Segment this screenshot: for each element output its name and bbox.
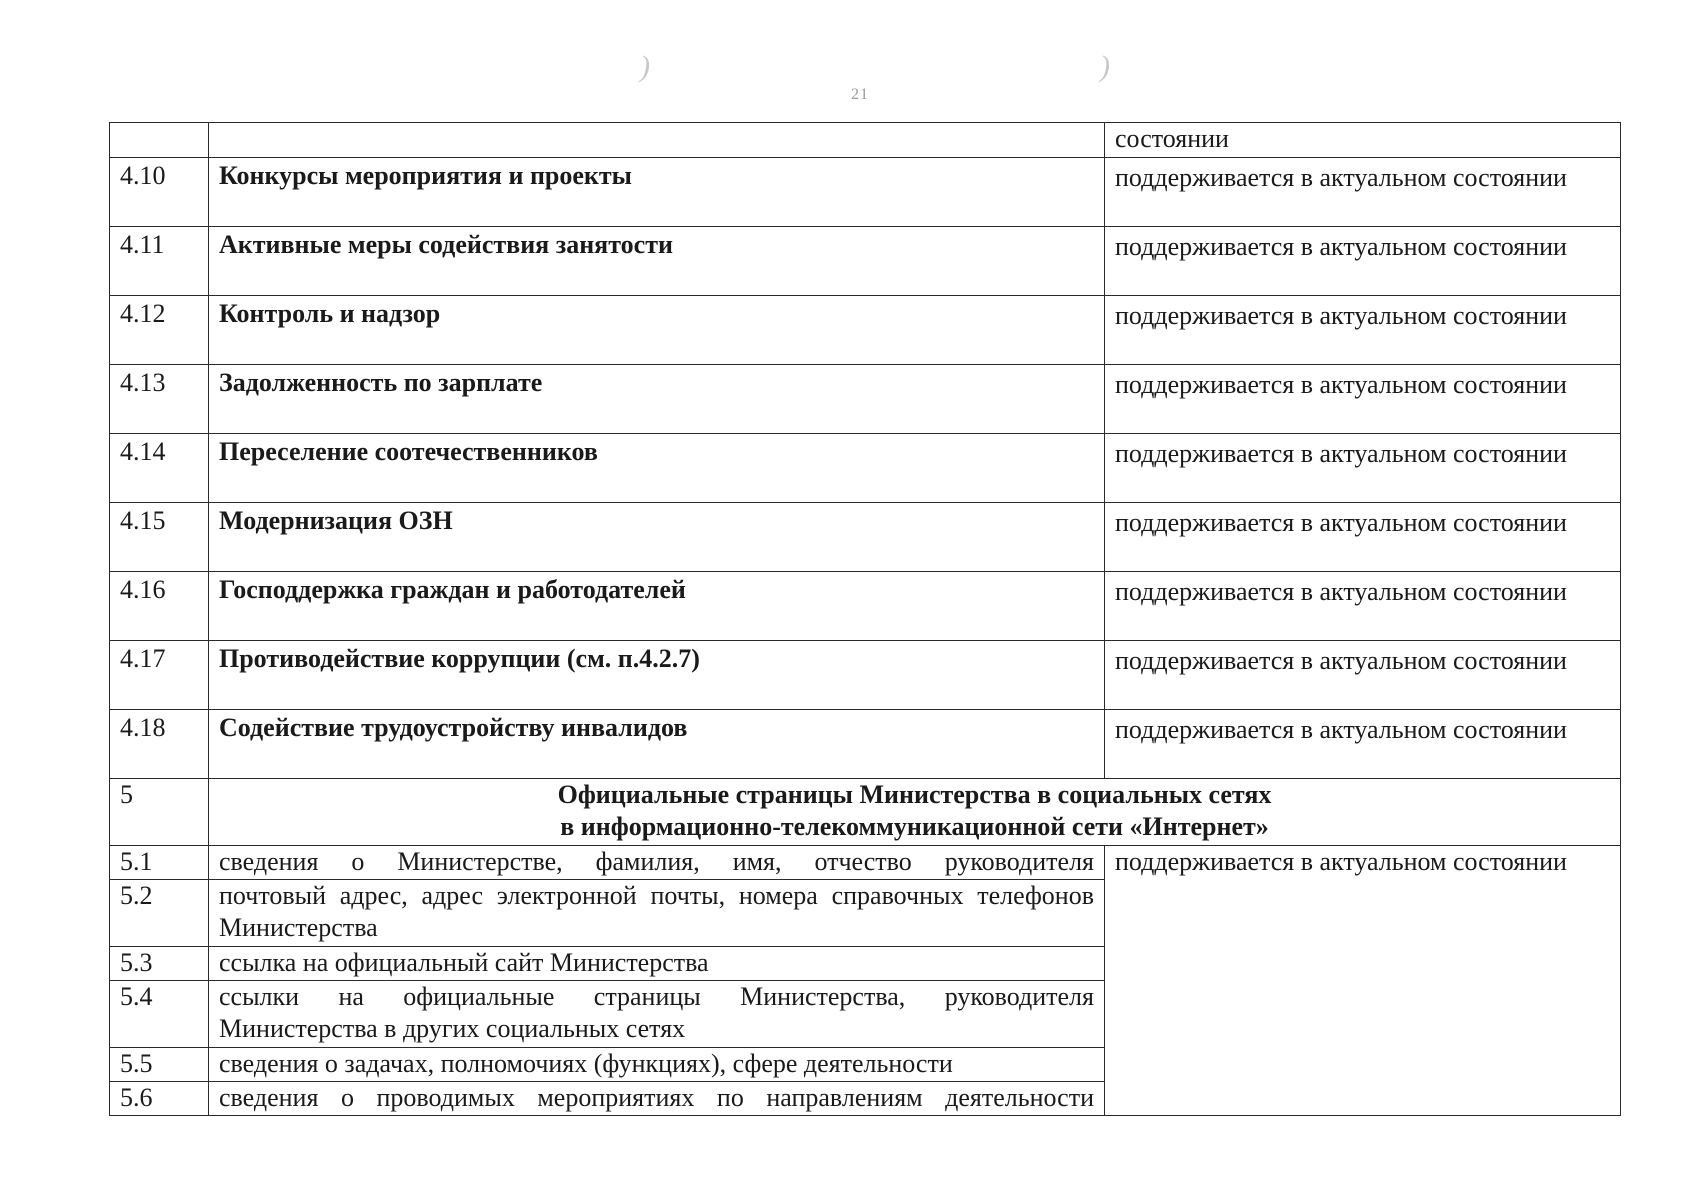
scan-mark-left: ) <box>640 50 650 83</box>
row-text: сведения о задачах, полномочиях (функциях), сфере деятельности <box>209 1048 1105 1082</box>
row-number: 4.17 <box>110 641 209 710</box>
row-number: 5.4 <box>110 981 209 1048</box>
row-status: поддерживается в актуальном состоянии <box>1105 227 1621 296</box>
table-row <box>110 572 1621 641</box>
row-number: 4.14 <box>110 434 209 503</box>
table-row <box>110 227 1621 296</box>
row-number <box>110 123 209 158</box>
table-row <box>110 365 1621 434</box>
row-name: Задолженность по зарплате <box>209 365 1105 434</box>
row-text: сведения о проводимых мероприятиях по направлениям деятельности <box>209 1082 1105 1116</box>
row-status: поддерживается в актуальном состоянии <box>1105 641 1621 710</box>
scan-mark-right: ) <box>1100 50 1110 83</box>
page-number: 21 <box>851 86 869 103</box>
table-row <box>110 434 1621 503</box>
document-table <box>109 122 1621 1116</box>
section-number: 5 <box>110 779 209 846</box>
row-number: 4.18 <box>110 710 209 779</box>
row-text: сведения о Министерстве, фамилия, имя, отчество руководителя <box>209 846 1105 880</box>
row-text: ссылки на официальные страницы Министерства, руководителя Министерства в других социальных сетях <box>209 981 1105 1048</box>
row-name: Конкурсы мероприятия и проекты <box>209 158 1105 227</box>
row-number: 4.16 <box>110 572 209 641</box>
table-row <box>110 503 1621 572</box>
row-name: Контроль и надзор <box>209 296 1105 365</box>
row-status: поддерживается в актуальном состоянии <box>1105 296 1621 365</box>
row-status: поддерживается в актуальном состоянии <box>1105 846 1621 1116</box>
section-title-line-2: в информационно-телекоммуникационной сети «Интернет» <box>560 812 1269 841</box>
row-status: поддерживается в актуальном состоянии <box>1105 710 1621 779</box>
row-name <box>209 123 1105 158</box>
section-row <box>110 779 1621 846</box>
row-status: поддерживается в актуальном состоянии <box>1105 572 1621 641</box>
row-number: 5.5 <box>110 1048 209 1082</box>
row-number: 4.10 <box>110 158 209 227</box>
row-number: 5.1 <box>110 846 209 880</box>
section-title-line-1: Официальные страницы Министерства в социальных сетях <box>557 780 1272 809</box>
table-row-continuation <box>110 123 1621 158</box>
row-number: 4.11 <box>110 227 209 296</box>
row-text: почтовый адрес, адрес электронной почты, номера справочных телефонов Министерства <box>209 880 1105 947</box>
row-status: поддерживается в актуальном состоянии <box>1105 158 1621 227</box>
row-name: Противодействие коррупции (см. п.4.2.7) <box>209 641 1105 710</box>
row-number: 4.13 <box>110 365 209 434</box>
row-status: поддерживается в актуальном состоянии <box>1105 365 1621 434</box>
row-text: ссылка на официальный сайт Министерства <box>209 947 1105 981</box>
row-status: поддерживается в актуальном состоянии <box>1105 503 1621 572</box>
row-number: 5.3 <box>110 947 209 981</box>
row-status: поддерживается в актуальном состоянии <box>1105 434 1621 503</box>
row-number: 4.12 <box>110 296 209 365</box>
table-row <box>110 710 1621 779</box>
row-number: 4.15 <box>110 503 209 572</box>
row-name: Модернизация ОЗН <box>209 503 1105 572</box>
row-name: Содействие трудоустройству инвалидов <box>209 710 1105 779</box>
table-row <box>110 296 1621 365</box>
table-row <box>110 846 1621 880</box>
row-name: Переселение соотечественников <box>209 434 1105 503</box>
row-number: 5.2 <box>110 880 209 947</box>
row-status: состоянии <box>1105 123 1621 158</box>
table-row <box>110 158 1621 227</box>
row-name: Господдержка граждан и работодателей <box>209 572 1105 641</box>
row-name: Активные меры содействия занятости <box>209 227 1105 296</box>
table-row <box>110 641 1621 710</box>
section-title <box>209 779 1621 846</box>
row-number: 5.6 <box>110 1082 209 1116</box>
